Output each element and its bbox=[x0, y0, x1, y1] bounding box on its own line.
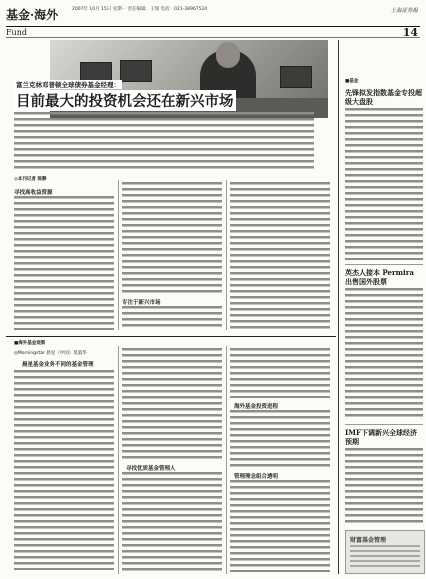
lead-body-col2 bbox=[122, 182, 222, 294]
right-story1-title: 先锋拟发指数基金专投超级大盘股 bbox=[345, 88, 422, 106]
lead-subhead-2: 专注于新兴市场 bbox=[122, 300, 161, 306]
second-tag: ■海外基金观察 bbox=[14, 341, 46, 346]
right-tag: ■基金 bbox=[345, 79, 359, 84]
second-headline: 晨星基金业务不同的基金管理 bbox=[22, 362, 94, 368]
second-body-col2b bbox=[122, 472, 222, 572]
lead-subhead: 寻找高收益资源 bbox=[14, 190, 53, 196]
column-rule bbox=[118, 180, 119, 330]
right-story3-title: IMF下调新兴全球经济预期 bbox=[345, 428, 417, 446]
fund-bar bbox=[6, 26, 420, 38]
second-subhead-1: 寻找优质基金管理人 bbox=[126, 466, 176, 472]
second-subhead-3: 管理理念组合透明 bbox=[234, 474, 279, 480]
monitor bbox=[120, 60, 152, 82]
right-story3-body bbox=[345, 448, 423, 526]
column-rule bbox=[226, 180, 227, 330]
lead-body-col2b bbox=[122, 306, 222, 330]
section-divider bbox=[6, 336, 336, 337]
section-title: 基金·海外 bbox=[6, 8, 59, 22]
second-body-col3 bbox=[230, 348, 330, 398]
lead-headline: 目前最大的投资机会还在新兴市场 bbox=[14, 90, 236, 111]
page-number: 14 bbox=[402, 26, 418, 39]
newspaper-name: 上海证券报 bbox=[390, 8, 418, 14]
second-body-col1 bbox=[14, 370, 114, 570]
issue-meta: 2007年 10月 15日 星期一 责任编辑：王瑞 电话：021-38967524 bbox=[72, 7, 208, 12]
trader-head bbox=[216, 42, 240, 68]
right-story2-body bbox=[345, 288, 423, 420]
column-rule bbox=[118, 346, 119, 574]
lead-paragraph bbox=[14, 112, 314, 172]
second-body-col3c bbox=[230, 480, 330, 572]
page-header bbox=[6, 4, 420, 26]
second-body-col2 bbox=[122, 348, 222, 460]
lead-body-col3 bbox=[230, 182, 330, 330]
right-column-rule bbox=[338, 40, 339, 574]
ad-title: 财富基金管理 bbox=[350, 537, 387, 544]
lead-body-col1 bbox=[14, 196, 114, 330]
right-divider bbox=[345, 424, 423, 425]
right-story2-title: 英杰人接本 Permira 出售国外股票 bbox=[345, 268, 414, 286]
lead-kicker: 富兰克林邓普顿全球债券基金经理： bbox=[16, 81, 120, 89]
column-rule bbox=[226, 346, 227, 574]
second-body-col3b bbox=[230, 410, 330, 468]
second-subhead-2: 海外基金投资进程 bbox=[234, 404, 279, 410]
lead-byline: ◎本刊记者 陈静 bbox=[14, 177, 47, 182]
fund-label: Fund bbox=[6, 28, 27, 37]
ad-text-lines bbox=[350, 545, 420, 569]
second-byline: ◎Morningstar 晨星（中国）莫淑华 bbox=[14, 351, 87, 356]
right-divider bbox=[345, 264, 423, 265]
right-story1-body bbox=[345, 108, 423, 260]
monitor bbox=[280, 66, 312, 88]
advertisement[interactable] bbox=[345, 530, 425, 574]
